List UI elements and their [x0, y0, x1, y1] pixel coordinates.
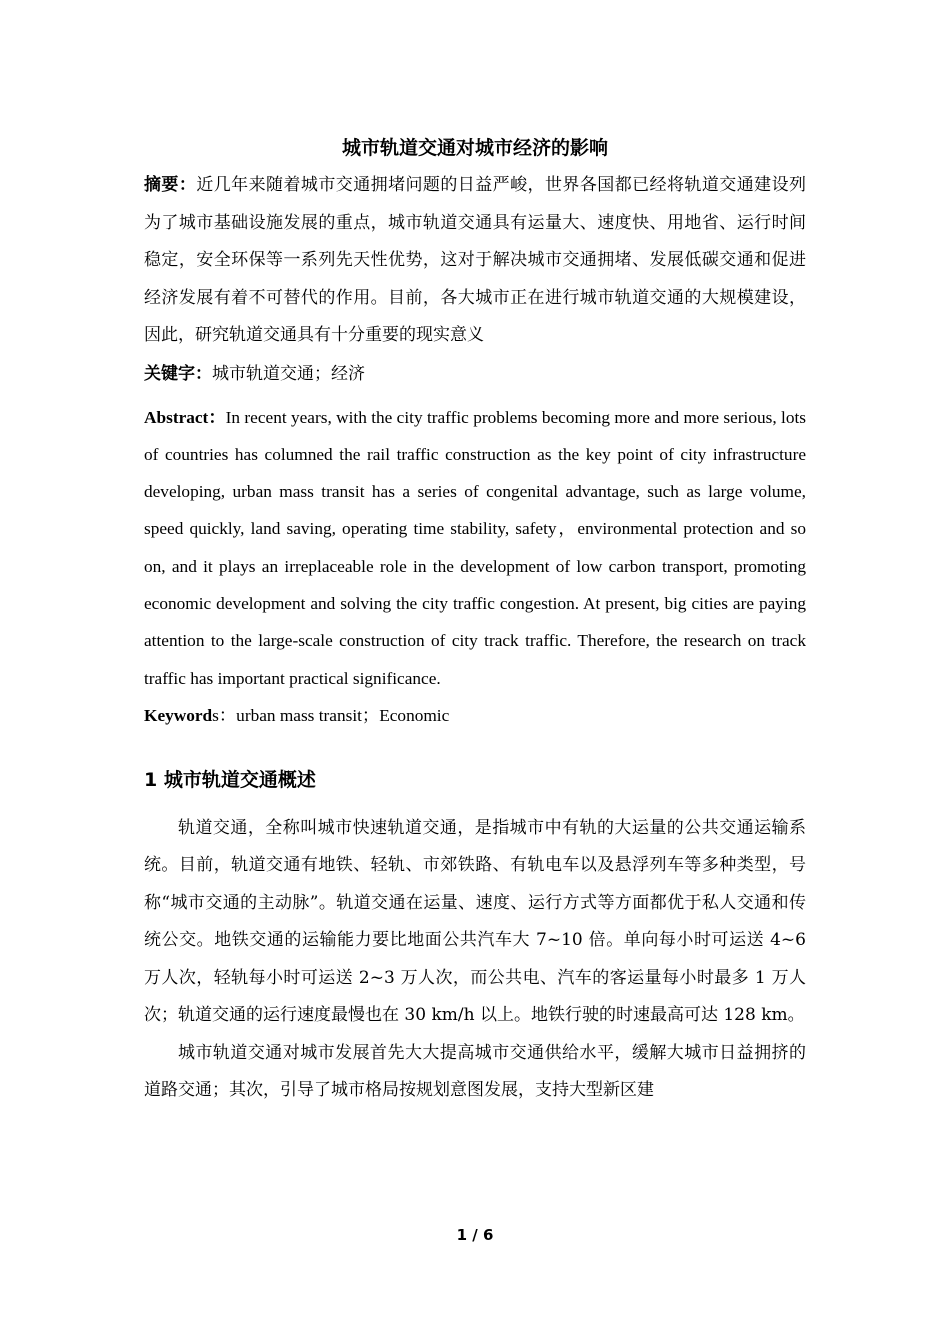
- keywords-en-label-suffix: s：: [212, 705, 237, 725]
- keywords-en-label: Keyword: [144, 705, 213, 725]
- page-number: 1 / 6: [456, 1226, 494, 1244]
- keywords-cn: [144, 355, 806, 393]
- abstract-cn-label: 摘要：: [144, 175, 197, 195]
- abstract-en-label: Abstract：: [144, 407, 226, 427]
- abstract-en-text: In recent years, with the city traffic problems becoming more and more serious, lots of countries has columned the rail traffic construction as the key point of city infrastructure developing, urban mass transit has a series of congenital advantage, such as large volume, speed quickly, land saving, operating time stability, safety，environmental protection and so on, and it plays an irreplaceable role in the development of low carbon transport, promoting economic development and solving the city traffic congestion. At present, big cities are paying attention to the large-scale construction of city track traffic. Therefore, the research on track traffic has important practical significance.: [144, 407, 806, 688]
- abstract-cn-text: 近几年来随着城市交通拥堵问题的日益严峻，世界各国都已经将轨道交通建设列为了城市基础设施发展的重点，城市轨道交通具有运量大、速度快、用地省、运行时间稳定，安全环保等一系列先天性优势，这对于解决城市交通拥堵、发展低碳交通和促进经济发展有着不可替代的作用。目前，各大城市正在进行城市轨道交通的大规模建设，因此，研究轨道交通具有十分重要的现实意义: [144, 175, 807, 345]
- abstract-en: [144, 399, 806, 697]
- keywords-en: [144, 697, 806, 734]
- section-heading: 1 城市轨道交通概述: [144, 768, 316, 791]
- body-paragraph: 轨道交通，全称叫城市快速轨道交通，是指城市中有轨的大运量的公共交通运输系统。目前，轨道交通有地铁、轻轨、市郊铁路、有轨电车以及悬浮列车等多种类型，号称“城市交通的主动脉”。轨道交通在运量、速度、运行方式等方面都优于私人交通和传统公交。地铁交通的运输能力要比地面公共汽车大 7~10 倍。单向每小时可运送 4~6 万人次，轻轨每小时可运送 2~3 万人次，而公共电、汽车的客运量每小时最多 1 万人次；轨道交通的运行速度最慢也在 30 km/h 以上。地铁行驶的时速最高可达 128 km。: [144, 817, 806, 1026]
- keywords-cn-text: 城市轨道交通；经济: [212, 363, 365, 384]
- body-paragraph: 城市轨道交通对城市发展首先大大提高城市交通供给水平，缓解大城市日益拥挤的道路交通；其次，引导了城市格局按规划意图发展，支持大型新区建: [144, 1042, 806, 1101]
- keywords-en-text: urban mass transit；Economic: [236, 705, 450, 725]
- document-title: 城市轨道交通对城市经济的影响: [341, 137, 608, 159]
- abstract-cn: [144, 167, 806, 355]
- keywords-cn-label: 关键字：: [144, 363, 212, 384]
- document-page: [144, 130, 806, 1110]
